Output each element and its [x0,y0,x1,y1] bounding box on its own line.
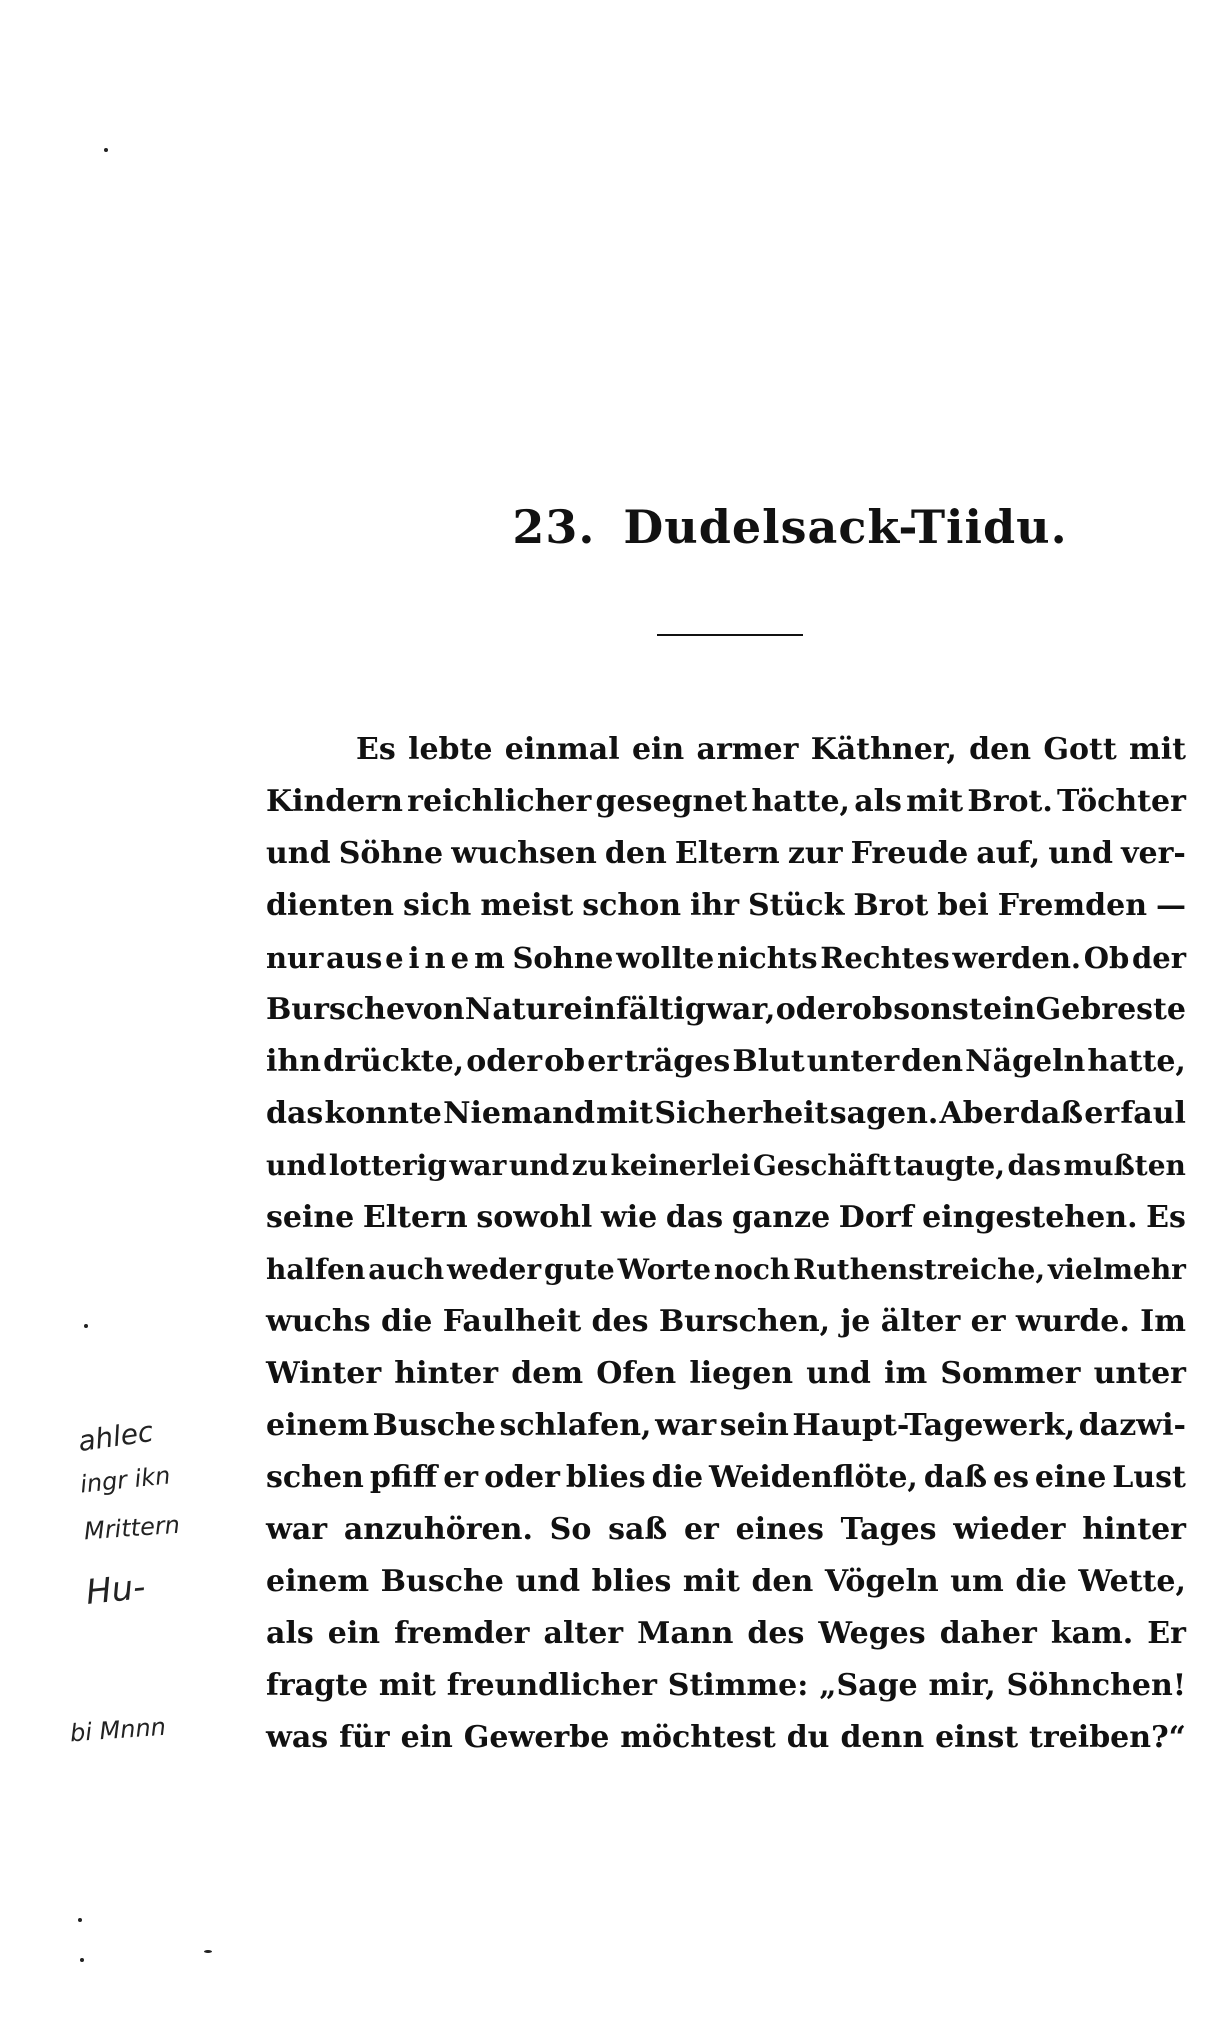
word: mit [906,784,964,819]
word: mit [378,1668,436,1703]
word: einst [935,1720,1019,1755]
word: auf, [976,836,1041,871]
word: blies [591,1564,672,1599]
word: zu [571,1149,608,1182]
word: aus [326,941,383,975]
word: Söhne [338,836,444,871]
word: wie [600,1200,658,1235]
word: blies [565,1460,646,1495]
word: als [854,784,902,819]
word: vielmehr [1048,1253,1186,1286]
text-line [266,1192,1186,1244]
text-line [266,1660,1186,1712]
word: Bursche [266,992,406,1027]
margin-note: Mrittern [83,1510,181,1546]
ink-speck [104,148,108,152]
word: anzuhören. [343,1512,533,1547]
word: des [591,1304,649,1339]
word: Brot [853,888,929,923]
word: wuchs [266,1304,371,1339]
word: lotterig [328,1149,447,1182]
word: Ob [1083,941,1130,975]
margin-note: ahlec [76,1414,156,1459]
text-line [266,1712,1186,1764]
word: er [1084,1096,1120,1131]
word: Faulheit [442,1304,582,1339]
word: alter [543,1616,624,1651]
word: Weidenflöte, [709,1460,918,1495]
word: mit [596,1096,654,1131]
word: ob [544,1044,586,1079]
title-divider [657,634,803,636]
word: saß [608,1512,668,1547]
text-line [266,776,1186,828]
word: fragte [266,1668,369,1703]
word: Niemand [443,1096,595,1131]
word: der [1131,941,1186,975]
word: und [1048,836,1113,871]
word: zur [787,836,843,871]
word: Wette, [1078,1564,1186,1599]
word: unter [806,1044,900,1079]
word: Busche [372,1408,496,1443]
word: Söhnchen! [1006,1668,1186,1703]
word: Tages [840,1512,937,1547]
word: drückte, [323,1044,465,1079]
margin-note: bi Mnnn [69,1712,167,1748]
word: — [1155,888,1186,923]
word: und [266,836,331,871]
word: Blut [732,1044,805,1079]
word: Freude [850,836,969,871]
margin-note: ingr ikn [78,1461,172,1499]
word: Sohne [512,941,614,975]
text-line [266,1608,1186,1660]
word: im [884,1356,928,1391]
word: oder [484,1460,560,1495]
word: als [266,1616,314,1651]
word: ganze [731,1200,831,1235]
word: hinter [394,1356,499,1391]
word: gesegnet [595,784,748,819]
word: das [665,1200,724,1235]
word: älter [880,1304,961,1339]
text-line [266,1244,1186,1296]
word: Im [1140,1304,1186,1339]
word: taugte, [893,1149,1005,1182]
ink-speck [78,1918,82,1922]
ink-speck [84,1324,88,1328]
word: armer [696,732,799,767]
word: es [992,1460,1029,1495]
text-line [266,1556,1186,1608]
word: mir, [928,1668,996,1703]
word: denn [840,1720,925,1755]
word: Burschen, [658,1304,831,1339]
word: daher [939,1616,1037,1651]
word: reichlicher [407,784,592,819]
text-line [266,1088,1186,1140]
text-line [266,828,1186,880]
word: faul [1120,1096,1186,1131]
chapter-heading [440,500,1140,554]
word: das [1007,1149,1061,1182]
word: ver- [1121,836,1186,871]
word: mit [682,1564,740,1599]
word: nichts [716,941,818,975]
word: und [266,1149,327,1182]
word: möchtest [620,1720,776,1755]
chapter-title: Dudelsack-Tiidu. [623,500,1068,554]
text-line [266,1140,1186,1192]
word: ein [631,732,685,767]
word: Sommer [940,1356,1081,1391]
word: ein [327,1616,381,1651]
word: er [587,1044,623,1079]
word: Gewerbe [463,1720,610,1755]
word: wieder [953,1512,1066,1547]
word: dazwi- [1078,1408,1186,1443]
word: er [970,1304,1006,1339]
word: für [339,1720,390,1755]
word: Er [1147,1616,1186,1651]
text-line [266,1036,1186,1088]
word: mit [1129,732,1186,767]
word: ihn [266,1044,322,1079]
word: Dorf [838,1200,914,1235]
word: schon [582,888,682,923]
word: Sicherheit [654,1096,829,1131]
word: bei [937,888,989,923]
word: unter [1093,1356,1186,1391]
word: den [969,732,1032,767]
chapter-number: 23. [512,500,596,554]
word: den [901,1044,964,1079]
word: Ruthenstreiche, [793,1253,1046,1286]
word: des [747,1616,805,1651]
word: von [405,992,465,1027]
word: wurde. [1015,1304,1130,1339]
word: Nägeln [965,1044,1086,1079]
word: Es [356,732,396,767]
ink-speck [204,1950,212,1953]
text-line [266,1452,1186,1504]
word: ihr [690,888,740,923]
word: war [449,1149,507,1182]
word: die [380,1304,433,1339]
word: „Sage [819,1668,918,1703]
word: Ofen [596,1356,677,1391]
word: pfiff [369,1460,438,1495]
word: den [751,1564,814,1599]
word: Stimme: [667,1668,809,1703]
word: Winter [266,1356,382,1391]
word: schlafen, [499,1408,652,1443]
word: Natur [464,992,564,1027]
word: sowohl [476,1200,593,1235]
word: dienten [266,888,395,923]
word: er [443,1460,479,1495]
text-line [266,1400,1186,1452]
word: das [266,1096,324,1131]
word: werden. [952,941,1082,975]
word: wuchsen [451,836,597,871]
word: daß [1019,1096,1084,1131]
word: keinerlei [610,1149,751,1182]
text-line [266,1296,1186,1348]
word: Brot. [967,784,1053,819]
word: eines [735,1512,824,1547]
word: Aber [939,1096,1019,1131]
word: gute [544,1253,615,1286]
word: hinter [1082,1512,1186,1547]
word: So [549,1512,592,1547]
word: ob [851,992,893,1027]
word: mußten [1063,1149,1186,1182]
word: weder [447,1253,542,1286]
word: den [604,836,667,871]
word: fremder [394,1616,530,1651]
word: hatte, [751,784,850,819]
word: dem [511,1356,584,1391]
body-text [266,724,1186,1764]
word: du [786,1720,830,1755]
word: schen [266,1460,364,1495]
text-line [266,1348,1186,1400]
margin-note: Hu- [84,1567,148,1613]
word: Geschäft [752,1149,891,1182]
word: eine [1034,1460,1107,1495]
word: je [840,1304,871,1339]
word: seine [266,1200,355,1235]
word: oder [775,992,852,1027]
word: war [266,1512,328,1547]
word: wollte [616,941,715,975]
text-line [266,984,1186,1036]
word: träges [624,1044,731,1079]
word: war [655,1408,717,1443]
ink-speck [80,1958,84,1962]
word: Gott [1043,732,1117,767]
word: Weges [818,1616,926,1651]
word: ein [982,992,1036,1027]
word: die [651,1460,704,1495]
word: sagen. [829,1096,939,1131]
word: oder [466,1044,543,1079]
word: nur [266,941,324,975]
text-line [266,1504,1186,1556]
word: daß [923,1460,988,1495]
word: Töchter [1057,784,1186,819]
word: konnte [324,1096,442,1131]
word: Busche [380,1564,504,1599]
word: und [515,1564,581,1599]
word: war, [706,992,776,1027]
word: Vögeln [824,1564,939,1599]
text-line [266,932,1186,984]
word: Fremden [997,888,1148,923]
word: Es [1146,1200,1186,1235]
word: einem [266,1564,370,1599]
word: ein [400,1720,453,1755]
word: Stück [747,888,845,923]
word: und [806,1356,871,1391]
word: sonst [893,992,983,1027]
word: und [508,1149,570,1182]
word: die [1015,1564,1067,1599]
word: Worte [617,1253,711,1286]
word: Mann [637,1616,734,1651]
word: Eltern [674,836,780,871]
word: um [950,1564,1004,1599]
word: eingestehen. [922,1200,1138,1235]
word: treiben?“ [1029,1720,1186,1755]
word: Haupt-Tagewerk, [792,1408,1076,1443]
word: freundlicher [446,1668,657,1703]
word: lebte [408,732,493,767]
word: kam. [1050,1616,1134,1651]
word: Gebreste [1035,992,1186,1027]
word: halfen [266,1253,366,1286]
text-line [266,880,1186,932]
word: Eltern [362,1200,468,1235]
word: auch [368,1253,445,1286]
word: Kindern [266,784,403,819]
word: Käthner, [810,732,957,767]
word: liegen [689,1356,794,1391]
word: meist [480,888,574,923]
word: noch [713,1253,791,1286]
word: sich [402,888,472,923]
word: einem [385,941,510,975]
word: einmal [504,732,620,767]
text-line [266,724,1186,776]
word: sein [719,1408,789,1443]
word: einfältig [563,992,706,1027]
word: Rechtes [820,941,950,975]
word: einem [266,1408,370,1443]
word: er [683,1512,719,1547]
word: Lust [1112,1460,1186,1495]
word: hatte, [1087,1044,1186,1079]
word: was [266,1720,329,1755]
